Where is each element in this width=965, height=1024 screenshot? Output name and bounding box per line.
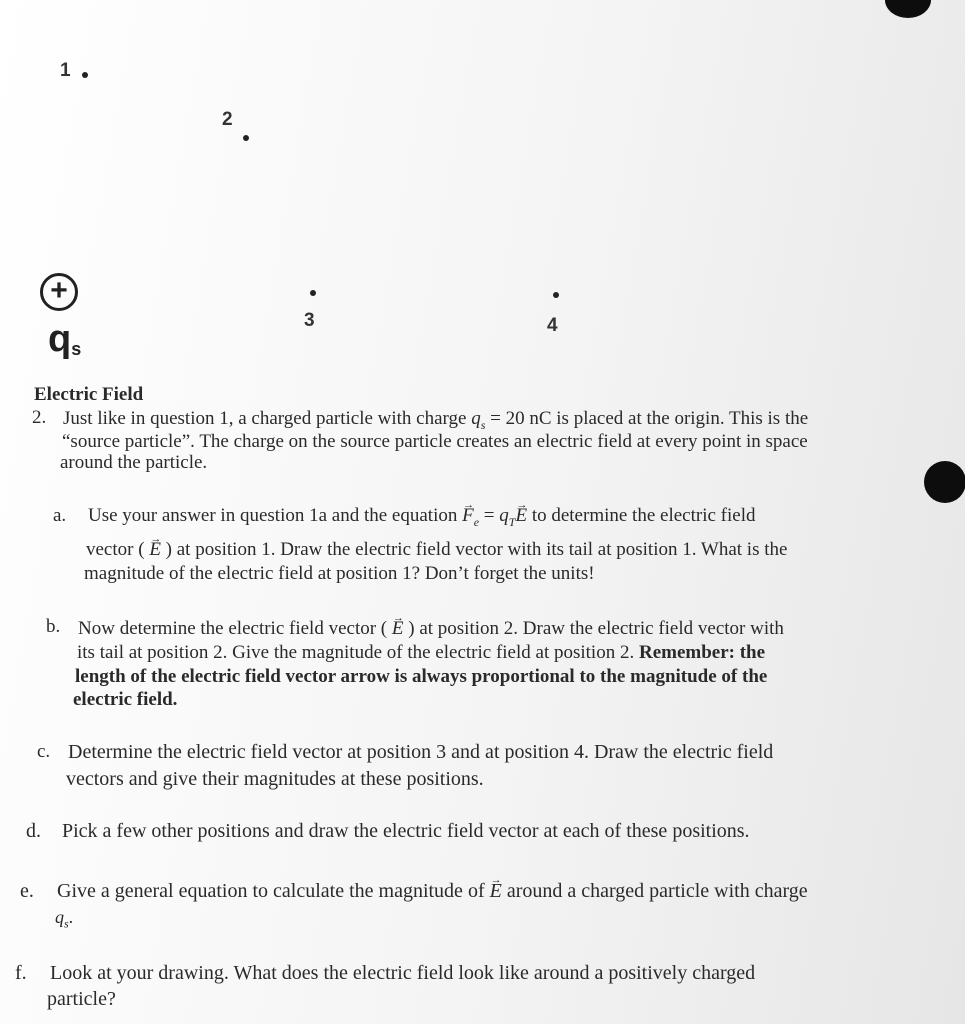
field-vector-E-2: → E bbox=[149, 539, 161, 560]
question-2-line-3: around the particle. bbox=[60, 452, 208, 473]
part-f-line-1: Look at your drawing. What does the electric field look like around a positively charged bbox=[50, 962, 756, 984]
part-a-text-b: to determine the electric field bbox=[527, 505, 756, 526]
force-vector-F: → F bbox=[462, 505, 474, 526]
field-vector-E-3: → E bbox=[392, 618, 404, 639]
part-c-label: c. bbox=[37, 741, 51, 762]
source-charge-label bbox=[48, 318, 81, 361]
part-e-line-1 bbox=[57, 880, 808, 902]
part-c-line-2: vectors and give their magnitudes at these positions. bbox=[66, 768, 484, 790]
position-1-label: 1 bbox=[60, 60, 71, 81]
test-charge-sub: T bbox=[508, 514, 516, 529]
part-a-text-d: ) at position 1. Draw the electric field vector with its tail at position 1. What is the bbox=[165, 539, 788, 560]
position-2-label: 2 bbox=[222, 109, 233, 130]
part-e-line-2 bbox=[55, 906, 73, 935]
part-c-line-1: Determine the electric field vector at position 3 and at position 4. Draw the electric field bbox=[68, 741, 774, 763]
source-charge-subscript: s bbox=[71, 339, 82, 359]
q2-charge-q: q bbox=[471, 408, 481, 429]
section-heading: Electric Field bbox=[34, 384, 144, 405]
part-d-label: d. bbox=[26, 820, 41, 842]
position-4-label: 4 bbox=[547, 315, 558, 336]
part-b-line-4: electric field. bbox=[73, 689, 178, 710]
part-a-line-2 bbox=[86, 539, 787, 561]
part-a-text-c: vector ( bbox=[86, 539, 145, 560]
part-b-text-a: Now determine the electric field vector ( bbox=[78, 618, 388, 639]
part-b-label: b. bbox=[46, 616, 61, 637]
part-b-line-2 bbox=[77, 642, 765, 664]
part-b-line-1 bbox=[78, 618, 784, 640]
part-e-text-a: Give a general equation to calculate the magnitude of bbox=[57, 880, 490, 902]
source-charge-q: q bbox=[48, 318, 72, 360]
equals-sign: = bbox=[479, 505, 500, 526]
part-a-text-a: Use your answer in question 1a and the equation bbox=[88, 505, 463, 526]
part-f-line-2: particle? bbox=[47, 988, 116, 1010]
part-d-line-1: Pick a few other positions and draw the electric field vector at each of these positions. bbox=[62, 820, 750, 842]
question-2-number: 2. bbox=[32, 407, 47, 428]
part-e-text-b: around a charged particle with charge bbox=[501, 880, 808, 902]
part-e-period: . bbox=[68, 907, 74, 927]
part-f-label: f. bbox=[15, 962, 27, 984]
part-b-line-3: length of the electric field vector arrow is always proportional to the magnitude of the bbox=[75, 666, 768, 687]
question-2-line-2: “source particle”. The charge on the source particle creates an electric field at every point in space bbox=[62, 431, 808, 452]
part-b-text-c: its tail at position 2. Give the magnitude of the electric field at position 2. bbox=[77, 642, 639, 663]
position-2-dot bbox=[243, 135, 249, 141]
binder-hole-top bbox=[885, 0, 931, 18]
position-3-label: 3 bbox=[304, 310, 315, 331]
position-1-dot bbox=[82, 72, 88, 78]
part-e-charge-sub: s bbox=[64, 916, 69, 931]
force-subscript: e bbox=[473, 514, 480, 529]
part-b-text-b: ) at position 2. Draw the electric field vector with bbox=[408, 618, 784, 639]
part-e-charge-q: q bbox=[55, 907, 64, 927]
position-4-dot bbox=[553, 292, 559, 298]
q2-text-b: = 20 nC is placed at the origin. This is the bbox=[485, 408, 809, 429]
q2-charge-sub: s bbox=[480, 417, 486, 432]
part-e-label: e. bbox=[20, 880, 34, 902]
part-a-line-1 bbox=[88, 505, 755, 533]
test-charge-q: q bbox=[499, 505, 509, 526]
source-charge-plus-icon: + bbox=[40, 273, 78, 311]
binder-hole-middle bbox=[924, 461, 965, 503]
part-a-label: a. bbox=[53, 505, 67, 526]
part-a-line-3: magnitude of the electric field at position 1? Don’t forget the units! bbox=[84, 563, 595, 584]
position-3-dot bbox=[310, 290, 316, 296]
q2-text-a: Just like in question 1, a charged particle with charge bbox=[63, 408, 472, 429]
field-vector-E: → E bbox=[515, 505, 527, 526]
part-b-remember: Remember: the bbox=[638, 642, 766, 663]
field-vector-E-4: → E bbox=[490, 880, 502, 902]
